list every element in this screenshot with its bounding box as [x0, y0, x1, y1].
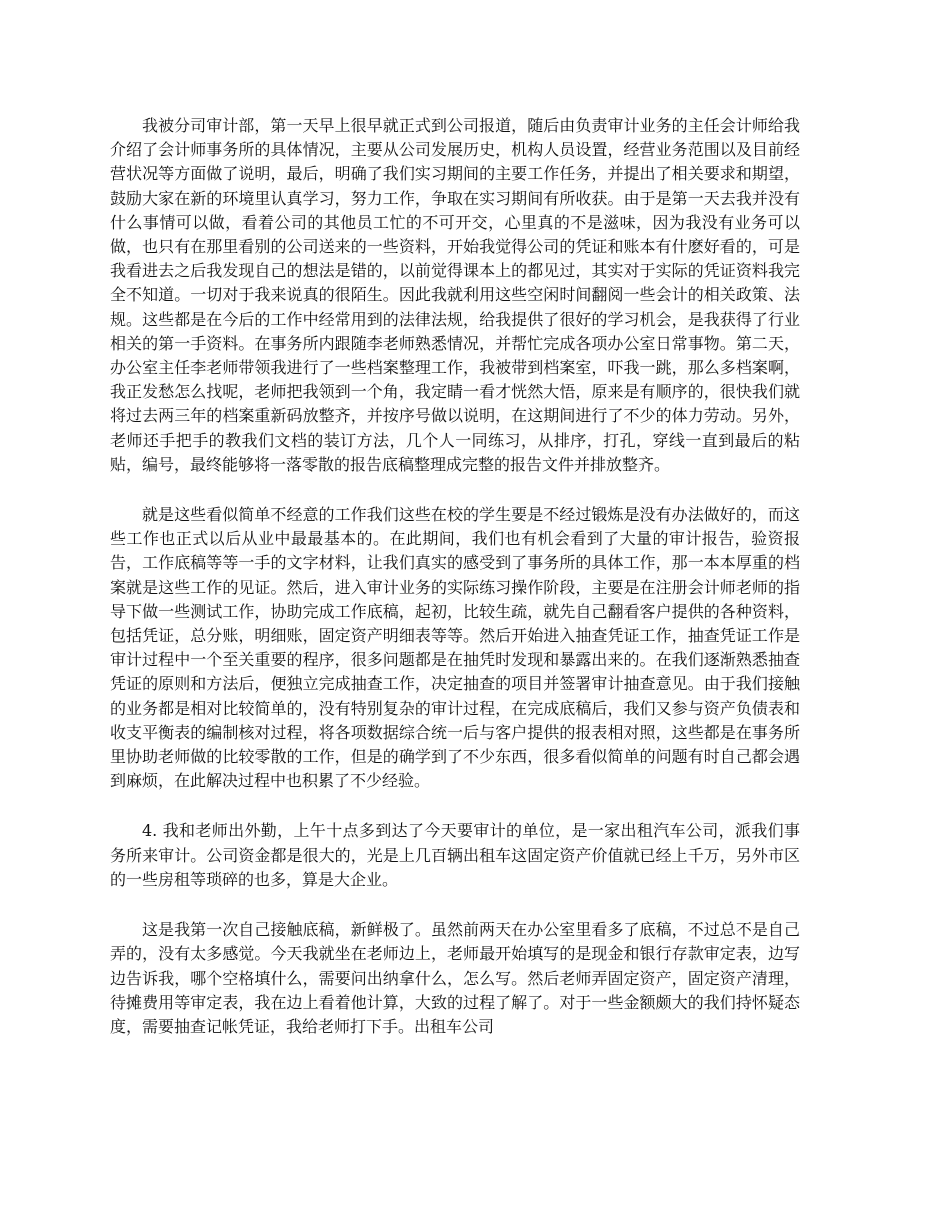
document-body — [110, 114, 800, 1039]
paragraph-1: 我被分司审计部，第一天早上很早就正式到公司报道，随后由负责审计业务的主任会计师给我介绍了会计师事务所的具体情况，主要从公司发展历史，机构人员设置，经营业务范围以及目前经营状况等方面做了说明，最后，明确了我们实习期间的主要工作任务，并提出了相关要求和期望，鼓励大家在新的环境里认真学习，努力工作，争取在实习期间有所收获。由于是第一天去我并没有什么事情可以做，看着公司的其他员工忙的不可开交，心里真的不是滋味，因为我没有业务可以做，也只有在那里看别的公司送来的一些资料，开始我觉得公司的凭证和账本有什麽好看的，可是我看进去之后我发现自己的想法是错的，以前觉得课本上的都见过，其实对于实际的凭证资料我完全不知道。一切对于我来说真的很陌生。因此我就利用这些空闲时间翻阅一些会计的相关政策、法规。这些都是在今后的工作中经常用到的法律法规，给我提供了很好的学习机会，是我获得了行业相关的第一手资料。在事务所内跟随李老师熟悉情况，并帮忙完成各项办公室日常事物。第二天，办公室主任李老师带领我进行了一些档案整理工作，我被带到档案室，吓我一跳，那么多档案啊，我正发愁怎么找呢，老师把我领到一个角，我定睛一看才恍然大悟，原来是有顺序的，很快我们就将过去两三年的档案重新码放整齐，并按序号做以说明，在这期间进行了不少的体力劳动。另外，老师还手把手的教我们文档的装订方法，几个人一同练习，从排序，打孔，穿线一直到最后的粘贴，编号，最终能够将一落零散的报告底稿整理成完整的报告文件并排放整齐。 — [110, 116, 800, 474]
paragraph-3: 4. 我和老师出外勤，上午十点多到达了今天要审计的单位，是一家出租汽车公司，派我们事务所来审计。公司资金都是很大的，光是上几百辆出租车这固定资产价值就已经上千万，另外市区的一些房租等琐碎的也多，算是大企业。 — [110, 821, 800, 889]
paragraph-4: 这是我第一次自己接触底稿，新鲜极了。虽然前两天在办公室里看多了底稿，不过总不是自己弄的，没有太多感觉。今天我就坐在老师边上，老师最开始填写的是现金和银行存款审定表，边写边告诉我，哪个空格填什么，需要问出纳拿什么，怎么写。然后老师弄固定资产，固定资产清理，待摊费用等审定表，我在边上看着他计算，大致的过程了解了。对于一些金额颇大的我们持怀疑态度，需要抽查记帐凭证，我给老师打下手。出租车公司 — [110, 920, 800, 1036]
paragraph-2: 就是这些看似简单不经意的工作我们这些在校的学生要是不经过锻炼是没有办法做好的，而这些工作也正式以后从业中最最基本的。在此期间，我们也有机会看到了大量的审计报告，验资报告，工作底稿等等一手的文字材料，让我们真实的感受到了事务所的具体工作，那一本本厚重的档案就是这些工作的见证。然后，进入审计业务的实际练习操作阶段，主要是在注册会计师老师的指导下做一些测试工作，协助完成工作底稿，起初，比较生疏，就先自己翻看客户提供的各种资料，包括凭证，总分账，明细账，固定资产明细表等等。然后开始进入抽查凭证工作，抽查凭证工作是审计过程中一个至关重要的程序，很多问题都是在抽凭时发现和暴露出来的。在我们逐渐熟悉抽查凭证的原则和方法后，便独立完成抽查工作，决定抽查的项目并签署审计抽查意见。由于我们接触的业务都是相对比较简单的，没有特别复杂的审计过程，在完成底稿后，我们又参与资产负债表和收支平衡表的编制核对过程，将各项数据综合统一后与客户提供的报表相对照，这些都是在事务所里协助老师做的比较零散的工作，但是的确学到了不少东西，很多看似简单的问题有时自己都会遇到麻烦，在此解决过程中也积累了不少经验。 — [110, 505, 800, 791]
